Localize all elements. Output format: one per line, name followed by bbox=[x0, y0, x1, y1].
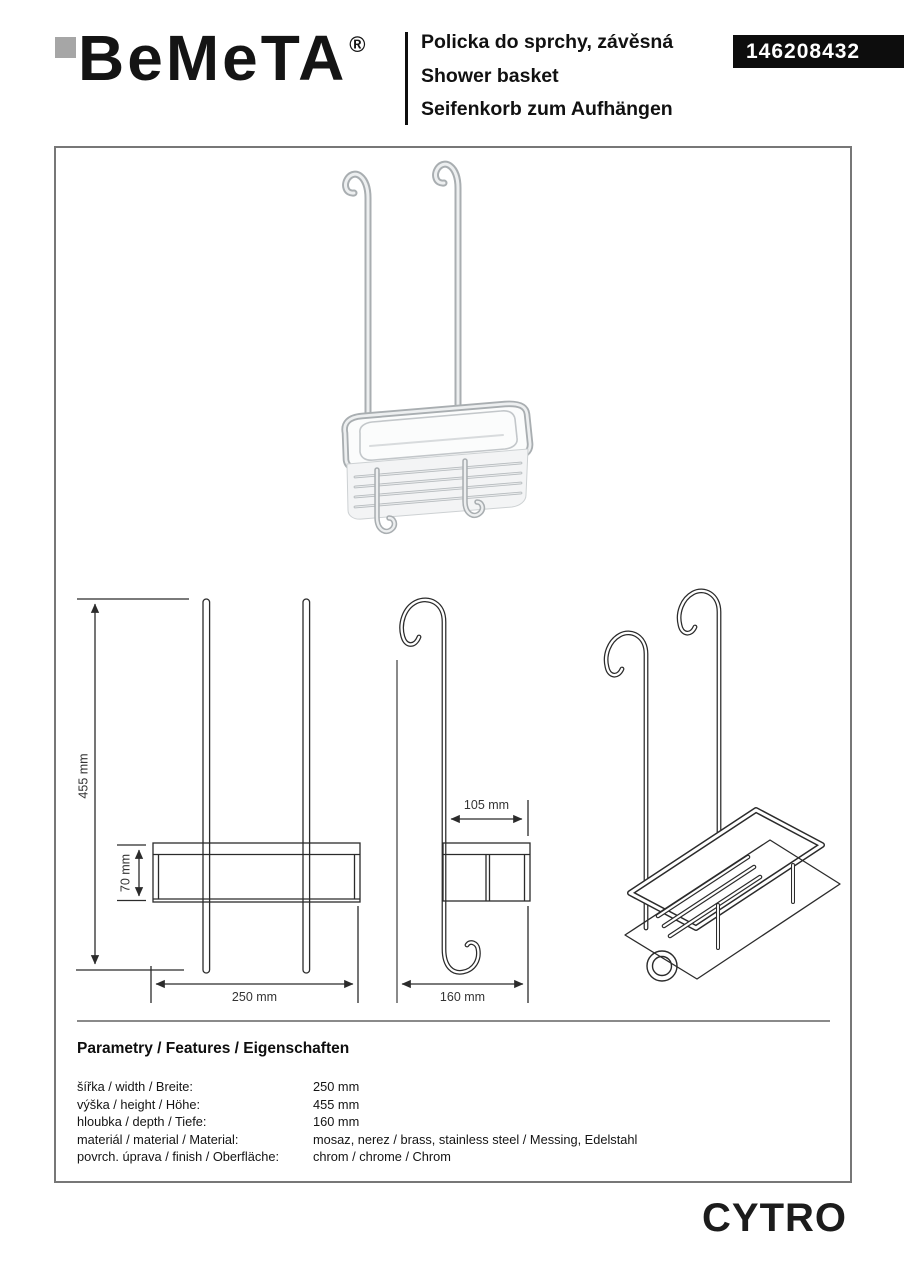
parameter-row-depth bbox=[77, 1113, 637, 1131]
param-label: hloubka / depth / Tiefe: bbox=[77, 1114, 207, 1129]
brand-logo-text: BeMeTA bbox=[78, 22, 348, 94]
logo-square bbox=[55, 37, 76, 58]
param-value: 250 mm bbox=[313, 1079, 360, 1094]
param-value: 160 mm bbox=[313, 1114, 360, 1129]
parameter-row-width bbox=[77, 1078, 637, 1096]
param-label: šířka / width / Breite: bbox=[77, 1079, 193, 1094]
drawing-isometric-view bbox=[606, 591, 840, 981]
dim-height-455: 455 mm bbox=[76, 753, 91, 799]
param-value: mosaz, nerez / brass, stainless steel / Messing, Edelstahl bbox=[313, 1131, 638, 1147]
parameter-row-material bbox=[77, 1131, 637, 1149]
product-photo bbox=[345, 164, 530, 531]
param-value: chrom / chrome / Chrom bbox=[313, 1149, 451, 1164]
product-code-badge: 146208432 bbox=[733, 35, 904, 68]
product-titles bbox=[421, 26, 731, 127]
side-hook-rod bbox=[402, 600, 479, 972]
param-value: 455 mm bbox=[313, 1096, 360, 1112]
parameters-divider bbox=[77, 1020, 830, 1022]
parameter-row-height bbox=[77, 1096, 637, 1114]
front-left-rod bbox=[203, 599, 210, 973]
dim-basket-height-70: 70 mm bbox=[118, 853, 133, 893]
registered-trademark-icon: ® bbox=[349, 32, 366, 57]
header-divider bbox=[405, 32, 408, 125]
dim-width-250: 250 mm bbox=[231, 990, 278, 1004]
front-basket bbox=[153, 843, 360, 902]
parameter-row-finish bbox=[77, 1148, 637, 1166]
param-label: povrch. úprava / finish / Oberfläche: bbox=[77, 1149, 280, 1164]
drawing-side-view bbox=[397, 600, 530, 1004]
front-right-rod bbox=[303, 599, 310, 973]
drawing-front-view bbox=[76, 599, 360, 1004]
product-illustration-svg bbox=[54, 146, 852, 1021]
param-label: materiál / material / Material: bbox=[77, 1131, 239, 1147]
product-title-de: Seifenkorb zum Aufhängen bbox=[421, 98, 673, 120]
parameters-heading: Parametry / Features / Eigenschaften bbox=[77, 1040, 350, 1057]
param-label: výška / height / Höhe: bbox=[77, 1096, 201, 1112]
parameters-table bbox=[77, 1078, 637, 1166]
iso-bottom-hook bbox=[647, 951, 677, 981]
brand-logo bbox=[78, 22, 366, 94]
dim-depth-160: 160 mm bbox=[439, 990, 486, 1004]
product-name-cytro: CYTRO bbox=[702, 1196, 847, 1240]
product-title-en: Shower basket bbox=[421, 64, 559, 87]
product-title-cs: Policka do sprchy, závěsná bbox=[421, 31, 674, 53]
dim-hook-depth-105: 105 mm bbox=[463, 798, 510, 812]
